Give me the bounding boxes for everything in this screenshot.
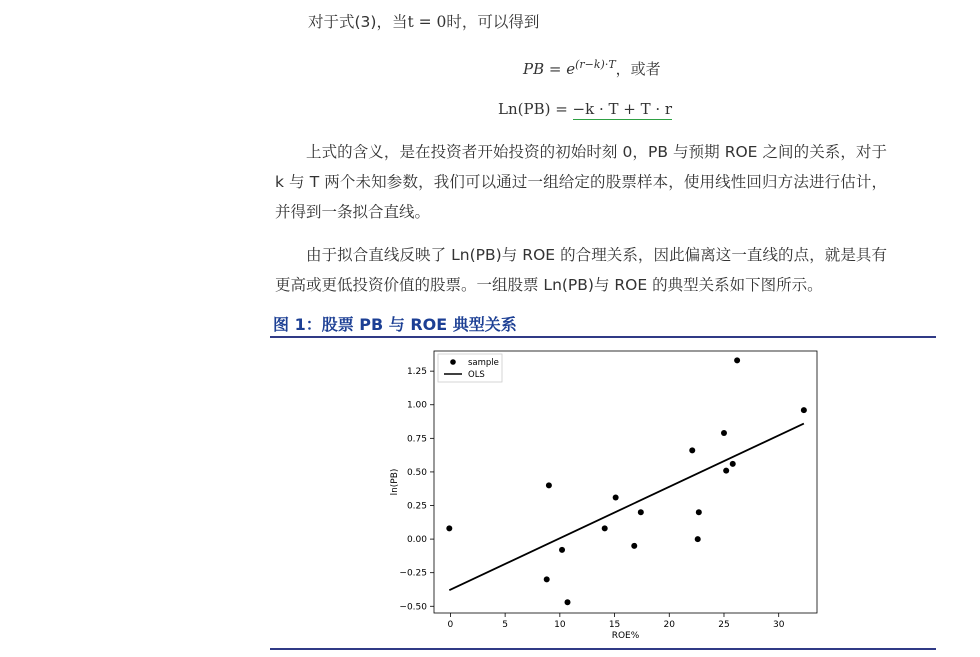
equation-lnpb [498,96,672,122]
paragraph-meaning: 上式的含义，是在投资者开始投资的初始时刻 0，PB 与预期 ROE 之间的关系，对于 k 与 T 两个未知参数，我们可以通过一组给定的股票样本，使用线性回归方法进行估计，并得到一条拟合直线。 [275,143,887,221]
sample-point [544,576,550,582]
intro-line [308,9,539,35]
equation-lnpb-rhs: −k · T + T · r [572,100,673,118]
figure-top-rule [270,336,936,338]
x-tick-label: 0 [447,620,454,630]
y-axis-label: ln(PB) [390,468,400,496]
sample-point [638,509,644,515]
sample-point [723,468,729,474]
sample-point [546,482,552,488]
equation-lnpb-lhs: Ln(PB) = [498,100,573,118]
sample-point [565,599,571,605]
intro-suffix: 时，可以得到 [446,13,540,31]
legend-ols-label: OLS [468,370,485,380]
sample-point [721,430,727,436]
x-tick-label: 10 [554,620,566,630]
equation-pb-lhs: PB = e [523,60,576,78]
sample-point [559,547,565,553]
y-tick-label: −0.25 [399,568,427,579]
intro-math: t = 0 [407,13,447,31]
x-tick-label: 30 [772,620,785,630]
y-tick-label: 0.75 [406,434,427,445]
y-tick-label: 0.50 [406,467,427,478]
y-tick-label: −0.50 [399,602,427,613]
y-tick-label: 0.00 [406,535,427,546]
y-tick-label: 0.25 [406,501,427,512]
equation-pb [523,52,661,82]
sample-point [631,543,637,549]
legend-sample-marker [450,359,456,365]
plot-frame [434,351,817,613]
sample-point [613,494,619,500]
x-tick-label: 20 [663,620,675,630]
sample-point [734,357,740,363]
figure-bottom-rule [270,648,936,650]
x-tick-label: 15 [608,620,621,630]
y-tick-label: 1.25 [406,367,427,378]
intro-prefix: 对于式(3)，当 [308,13,408,31]
sample-point [446,525,452,531]
sample-point [696,509,702,515]
figure-title: 图 1：股票 PB 与 ROE 典型关系 [273,315,517,334]
x-axis-label: ROE% [611,631,640,641]
legend-sample-label: sample [468,358,499,368]
x-tick-label: 25 [718,620,730,630]
paragraph-deviation: 由于拟合直线反映了 Ln(PB)与 ROE 的合理关系，因此偏离这一直线的点，就是具有更高或更低投资价值的股票。一组股票 Ln(PB)与 ROE 的典型关系如下图所示。 [275,246,887,294]
equation-pb-suffix: ，或者 [615,60,661,78]
sample-point [801,407,807,413]
x-tick-label: 5 [502,620,508,630]
sample-point [602,525,608,531]
sample-point [730,461,736,467]
y-tick-label: 1.00 [406,400,427,411]
sample-point [689,447,695,453]
equation-pb-exponent: (r−k)·T [575,58,616,71]
scatter-chart [380,343,830,641]
sample-point [695,536,701,542]
